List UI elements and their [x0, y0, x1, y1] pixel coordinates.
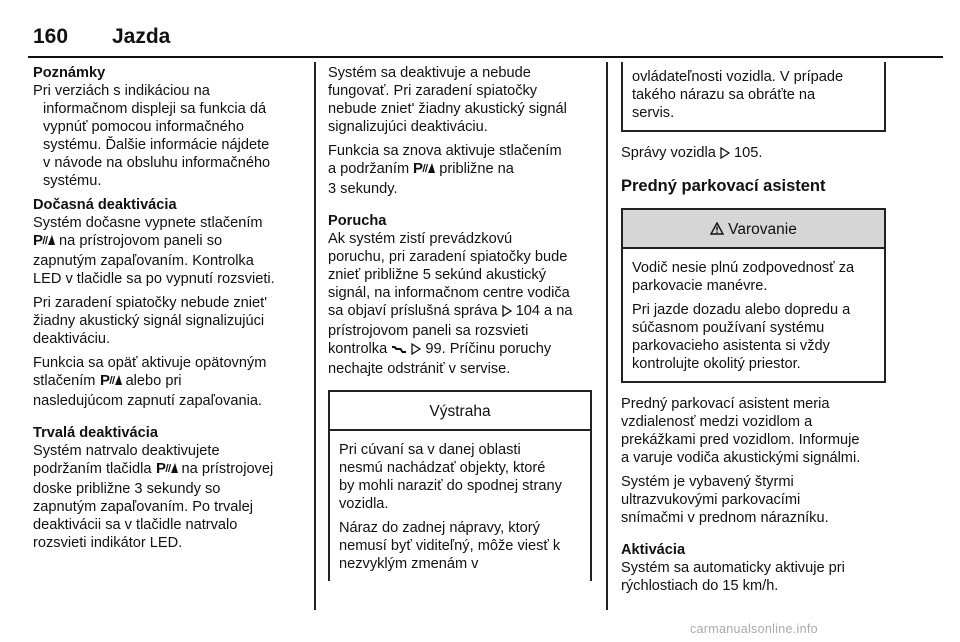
caution-box-header: [623, 210, 884, 249]
text-line: na prístrojovom paneli so: [55, 233, 223, 249]
chapter-title: Jazda: [112, 25, 171, 48]
column-right: [621, 62, 886, 601]
text-line: žiadny akustický signál signalizujúci: [33, 313, 265, 329]
warning-box: [328, 390, 592, 581]
text-line: zapnutým zapaľovaním. Po trvalej: [33, 499, 254, 515]
permanent-deactivation-heading: Trvalá deaktivácia: [33, 425, 158, 441]
text-line: Systém je vybavený štyrmi: [621, 474, 794, 490]
text-line: servis.: [632, 105, 675, 121]
warning-box-continued: [621, 62, 886, 132]
text-line: prístrojovom paneli sa rozsvieti: [328, 323, 529, 339]
text-line: doske približne 3 sekundy so: [33, 481, 221, 497]
text-line: Pri jazde dozadu alebo dopredu a: [632, 302, 851, 318]
text-line: prekážkami pred vozidlom. Informuje: [621, 432, 860, 448]
note-line: informačnom displeji sa funkcia dá: [43, 101, 267, 117]
text-line: rýchlostiach do 15 km/h.: [621, 578, 779, 594]
text-line: podržaním tlačidla: [33, 461, 156, 477]
text-line: zapnutým zapaľovaním. Kontrolka: [33, 253, 254, 269]
temporary-deactivation-heading: Dočasná deaktivácia: [33, 197, 177, 213]
svg-text:P: P: [155, 460, 166, 475]
text-line: takého nárazu sa obráťte na: [632, 87, 816, 103]
column-divider: [314, 62, 316, 610]
text-line: nebude zniet' žiadny akustický signál: [328, 101, 567, 117]
caution-box: [621, 208, 886, 383]
page-reference-link[interactable]: 105.: [729, 145, 763, 161]
note-line: v návode na obsluhu informačného: [43, 155, 271, 171]
text-line: signál, na informačnom centre vodiča: [328, 285, 570, 301]
fault-heading: Porucha: [328, 213, 387, 229]
text-line: a podržaním: [328, 161, 414, 177]
text-line: nezvyklým zmenám v: [339, 556, 479, 572]
text-line: kontrolujte okolitý priestor.: [632, 356, 801, 372]
note-line: Pri verziách s indikáciou na: [33, 83, 210, 99]
text-line: nasledujúcom zapnutí zapaľovania.: [33, 393, 262, 409]
page-header: [28, 22, 943, 58]
text-line: stlačením: [33, 373, 100, 389]
watermark: carmanualsonline.info: [690, 622, 818, 636]
text-line: nemusí byť viditeľný, môže viesť k: [339, 538, 561, 554]
parking-sensor-icon: [33, 232, 55, 252]
text-line: by mohli naraziť do spodnej strany: [339, 478, 562, 494]
text-line: alebo pri: [121, 373, 182, 389]
page-number: 160: [33, 25, 69, 48]
text-line: Systém sa automaticky aktivuje pri: [621, 560, 845, 576]
text-line: Náraz do zadnej nápravy, ktorý: [339, 520, 540, 536]
activation-heading: Aktivácia: [621, 542, 686, 558]
text-line: vozidla.: [339, 496, 389, 512]
text-line: Systém dočasne vypnete stlačením: [33, 215, 263, 231]
text-line: LED v tlačidle sa po vypnutí rozsvieti.: [33, 271, 275, 287]
text-line: ultrazvukovými parkovacími: [621, 492, 801, 508]
text-line: vzdialenosť medzi vozidlom a: [621, 414, 813, 430]
parking-sensor-icon: [156, 460, 178, 480]
text-line: na prístrojovej: [177, 461, 274, 477]
text-line: kontrolka: [328, 341, 392, 357]
parking-fault-lamp-icon: [391, 342, 407, 360]
text-line: 3 sekundy.: [328, 181, 398, 197]
text-line: Systém sa deaktivuje a nebude: [328, 65, 531, 81]
parking-sensor-icon: [413, 160, 435, 180]
text-line: približne na: [435, 161, 514, 177]
note-line: systému.: [43, 173, 102, 189]
note-line: systému. Ďalšie informácie nájdete: [43, 137, 270, 153]
text-line: Funkcia sa znova aktivuje stlačením: [328, 143, 562, 159]
text-line: rozsvieti indikátor LED.: [33, 535, 183, 551]
parking-sensor-icon: [100, 372, 122, 392]
svg-text:P: P: [33, 232, 44, 247]
text-line: nechajte odstrániť v servise.: [328, 361, 511, 377]
text-line: signalizujúci deaktiváciu.: [328, 119, 488, 135]
text-line: snímačmi v prednom nárazníku.: [621, 510, 829, 526]
text-line: znieť približne 5 sekúnd akustický: [328, 267, 547, 283]
text-line: sa objaví príslušná správa: [328, 303, 502, 319]
svg-text:P: P: [413, 160, 424, 175]
text-line: Funkcia sa opäť aktivuje opätovným: [33, 355, 267, 371]
text-line: nesmú nachádzať objekty, ktoré: [339, 460, 546, 476]
text-line: Systém natrvalo deaktivujete: [33, 443, 220, 459]
text-line: Vodič nesie plnú zodpovednosť za: [632, 260, 855, 276]
page-reference-link[interactable]: 99. Príčinu poruchy: [421, 341, 552, 357]
text-line: poruchu, pri zaradení spiatočky bude: [328, 249, 568, 265]
column-divider: [606, 62, 608, 610]
section-heading: Predný parkovací asistent: [621, 177, 826, 195]
page-reference-triangle-icon: [502, 304, 512, 322]
page-reference-triangle-icon: [720, 146, 730, 164]
text-line: parkovacie manévre.: [632, 278, 768, 294]
note-title: Poznámky: [33, 65, 106, 81]
text-line: a varuje vodiča akustickými signálmi.: [621, 450, 861, 466]
text-line: parkovacieho asistenta si vždy: [632, 338, 830, 354]
column-left: [33, 64, 299, 558]
warning-triangle-icon: [710, 211, 724, 224]
note-block: [33, 64, 299, 190]
text-line: Pri zaradení spiatočky nebude zniet': [33, 295, 267, 311]
text-line: ovládateľnosti vozidla. V prípade: [632, 69, 844, 85]
svg-text:P: P: [99, 372, 110, 387]
text-line: Pri cúvaní sa v danej oblasti: [339, 442, 521, 458]
text-line: Správy vozidla: [621, 145, 720, 161]
text-line: deaktiváciu.: [33, 331, 111, 347]
text-line: Predný parkovací asistent meria: [621, 396, 830, 412]
note-line: vypnúť pomocou informačného: [43, 119, 244, 135]
page-reference-link[interactable]: 104 a na: [515, 303, 573, 319]
text-line: deaktivácii sa v tlačidle natrvalo: [33, 517, 238, 533]
caution-box-title: Varovanie: [728, 221, 797, 238]
warning-box-title: Výstraha: [330, 392, 590, 431]
text-line: Ak systém zistí prevádzkovú: [328, 231, 513, 247]
text-line: fungovať. Pri zaradení spiatočky: [328, 83, 538, 99]
page-reference-triangle-icon: [411, 342, 421, 360]
column-middle: [328, 64, 592, 593]
text-line: súčasnom používaní systému: [632, 320, 825, 336]
